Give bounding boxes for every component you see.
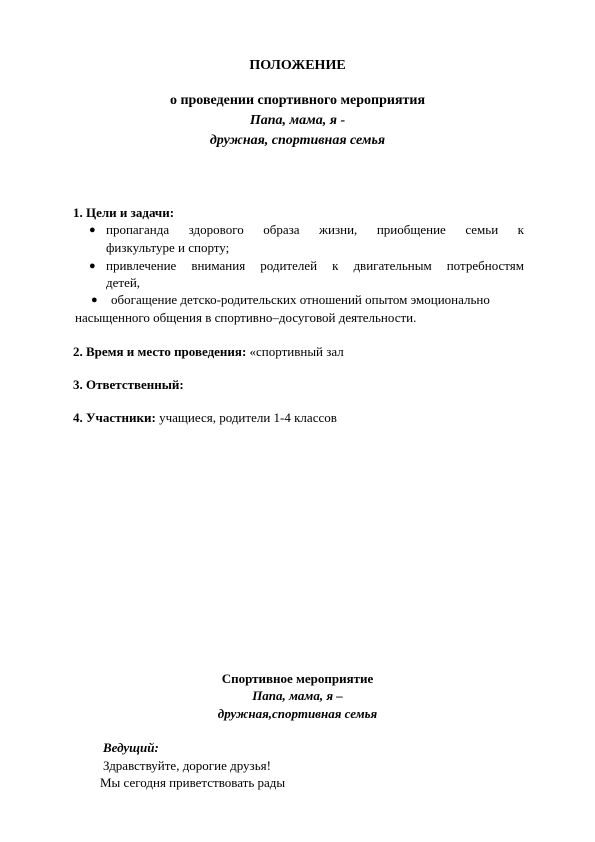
bullet-icon: ● [89, 260, 96, 272]
event-name-line1: Папа, мама, я - [249, 113, 346, 128]
event-title: Спортивное мероприятие [221, 671, 374, 686]
goal-item-1-line2: физкультуре и спорту; [106, 240, 230, 255]
goal-item-2-line2: детей, [106, 275, 141, 290]
host-line-2: Мы сегодня приветствовать рады [100, 775, 286, 790]
event-name-line2: дружная, спортивная семья [209, 133, 386, 148]
goal-item-3-line1: обогащение детско-родительских отношений опытом эмоционально [111, 292, 490, 307]
bullet-icon: ● [89, 224, 96, 236]
goals-heading: 1. Цели и задачи: [73, 205, 175, 220]
time-place-heading: 2. Время и место проведения: [73, 344, 247, 359]
time-place-value: «спортивный зал [249, 344, 344, 359]
participants-heading: 4. Участники: [73, 410, 156, 425]
goal-item-3-line2: насыщенного общения в спортивно–досуговой деятельности. [75, 310, 417, 325]
host-label: Ведущий: [103, 740, 159, 755]
document-subtitle: о проведении спортивного мероприятия [169, 93, 426, 108]
goal-item-1-line1: пропаганда здорового образа жизни, приобщение семьи к [106, 222, 524, 237]
event-name-line1-bottom: Папа, мама, я – [252, 688, 343, 703]
document-title: ПОЛОЖЕНИЕ [249, 58, 346, 73]
goal-item-2-line1: привлечение внимания родителей к двигательным потребностям [106, 258, 524, 273]
time-place-row [73, 344, 344, 360]
host-line-1: Здравствуйте, дорогие друзья! [103, 758, 271, 773]
event-name-line2-bottom: дружная,спортивная семья [217, 706, 378, 721]
participants-row [73, 410, 337, 426]
bullet-icon: ● [91, 294, 98, 306]
responsible-heading: 3. Ответственный: [73, 377, 184, 392]
participants-value: учащиеся, родители 1-4 классов [159, 410, 337, 425]
